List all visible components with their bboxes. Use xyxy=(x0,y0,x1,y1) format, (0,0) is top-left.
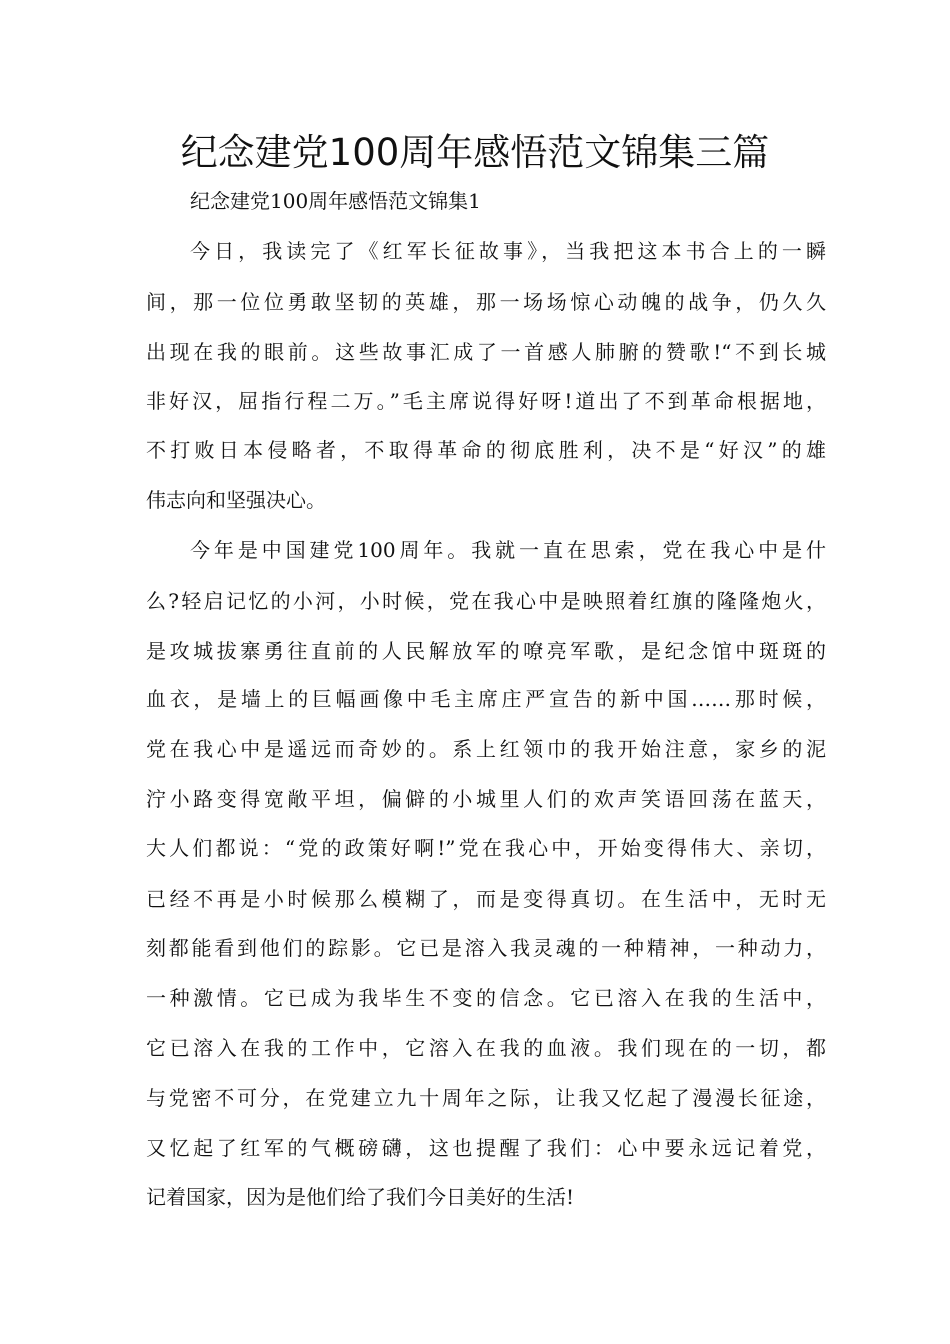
text-line: 党在我心中是遥远而奇妙的。系上红领巾的我开始注意，家乡的泥 xyxy=(146,737,826,761)
text-line: 大人们都说：“党的政策好啊!”党在我心中，开始变得伟大、亲切， xyxy=(146,836,826,860)
text-line: 与党密不可分，在党建立九十周年之际，让我又忆起了漫漫长征途， xyxy=(146,1086,826,1110)
text-line: 记着国家，因为是他们给了我们今日美好的生活! xyxy=(146,1185,575,1209)
text-line: 它已溶入在我的工作中，它溶入在我的血液。我们现在的一切，都 xyxy=(146,1036,826,1060)
text-line: 又忆起了红军的气概磅礴，这也提醒了我们：心中要永远记着党， xyxy=(146,1136,826,1160)
text-line: 刻都能看到他们的踪影。它已是溶入我灵魂的一种精神，一种动力， xyxy=(146,936,826,960)
text-line: 间，那一位位勇敢坚韧的英雄，那一场场惊心动魄的战争，仍久久 xyxy=(146,290,826,314)
section-heading: 纪念建党100周年感悟范文锦集1 xyxy=(190,189,481,213)
text-line: 出现在我的眼前。这些故事汇成了一首感人肺腑的赞歌!“不到长城 xyxy=(146,340,826,364)
text-line: 不打败日本侵略者，不取得革命的彻底胜利，决不是“好汉”的雄 xyxy=(146,438,826,462)
text-line: 伟志向和坚强决心。 xyxy=(146,488,326,512)
text-line: 么?轻启记忆的小河，小时候，党在我心中是映照着红旗的隆隆炮火， xyxy=(146,589,826,613)
text-line: 是攻城拔寨勇往直前的人民解放军的嘹亮军歌，是纪念馆中斑斑的 xyxy=(146,639,826,663)
text-line: 一种激情。它已成为我毕生不变的信念。它已溶入在我的生活中， xyxy=(146,986,826,1010)
text-line: 非好汉，屈指行程二万。”毛主席说得好呀!道出了不到革命根据地， xyxy=(146,389,826,413)
text-line: 已经不再是小时候那么模糊了，而是变得真切。在生活中，无时无 xyxy=(146,887,826,911)
document-title: 纪念建党100周年感悟范文锦集三篇 xyxy=(180,131,770,174)
text-line: 血衣，是墙上的巨幅画像中毛主席庄严宣告的新中国……那时候， xyxy=(146,687,826,711)
text-line: 今日，我读完了《红军长征故事》，当我把这本书合上的一瞬 xyxy=(190,239,826,263)
text-line: 今年是中国建党100周年。我就一直在思索，党在我心中是什 xyxy=(190,538,826,562)
text-line: 泞小路变得宽敞平坦，偏僻的小城里人们的欢声笑语回荡在蓝天， xyxy=(146,787,826,811)
